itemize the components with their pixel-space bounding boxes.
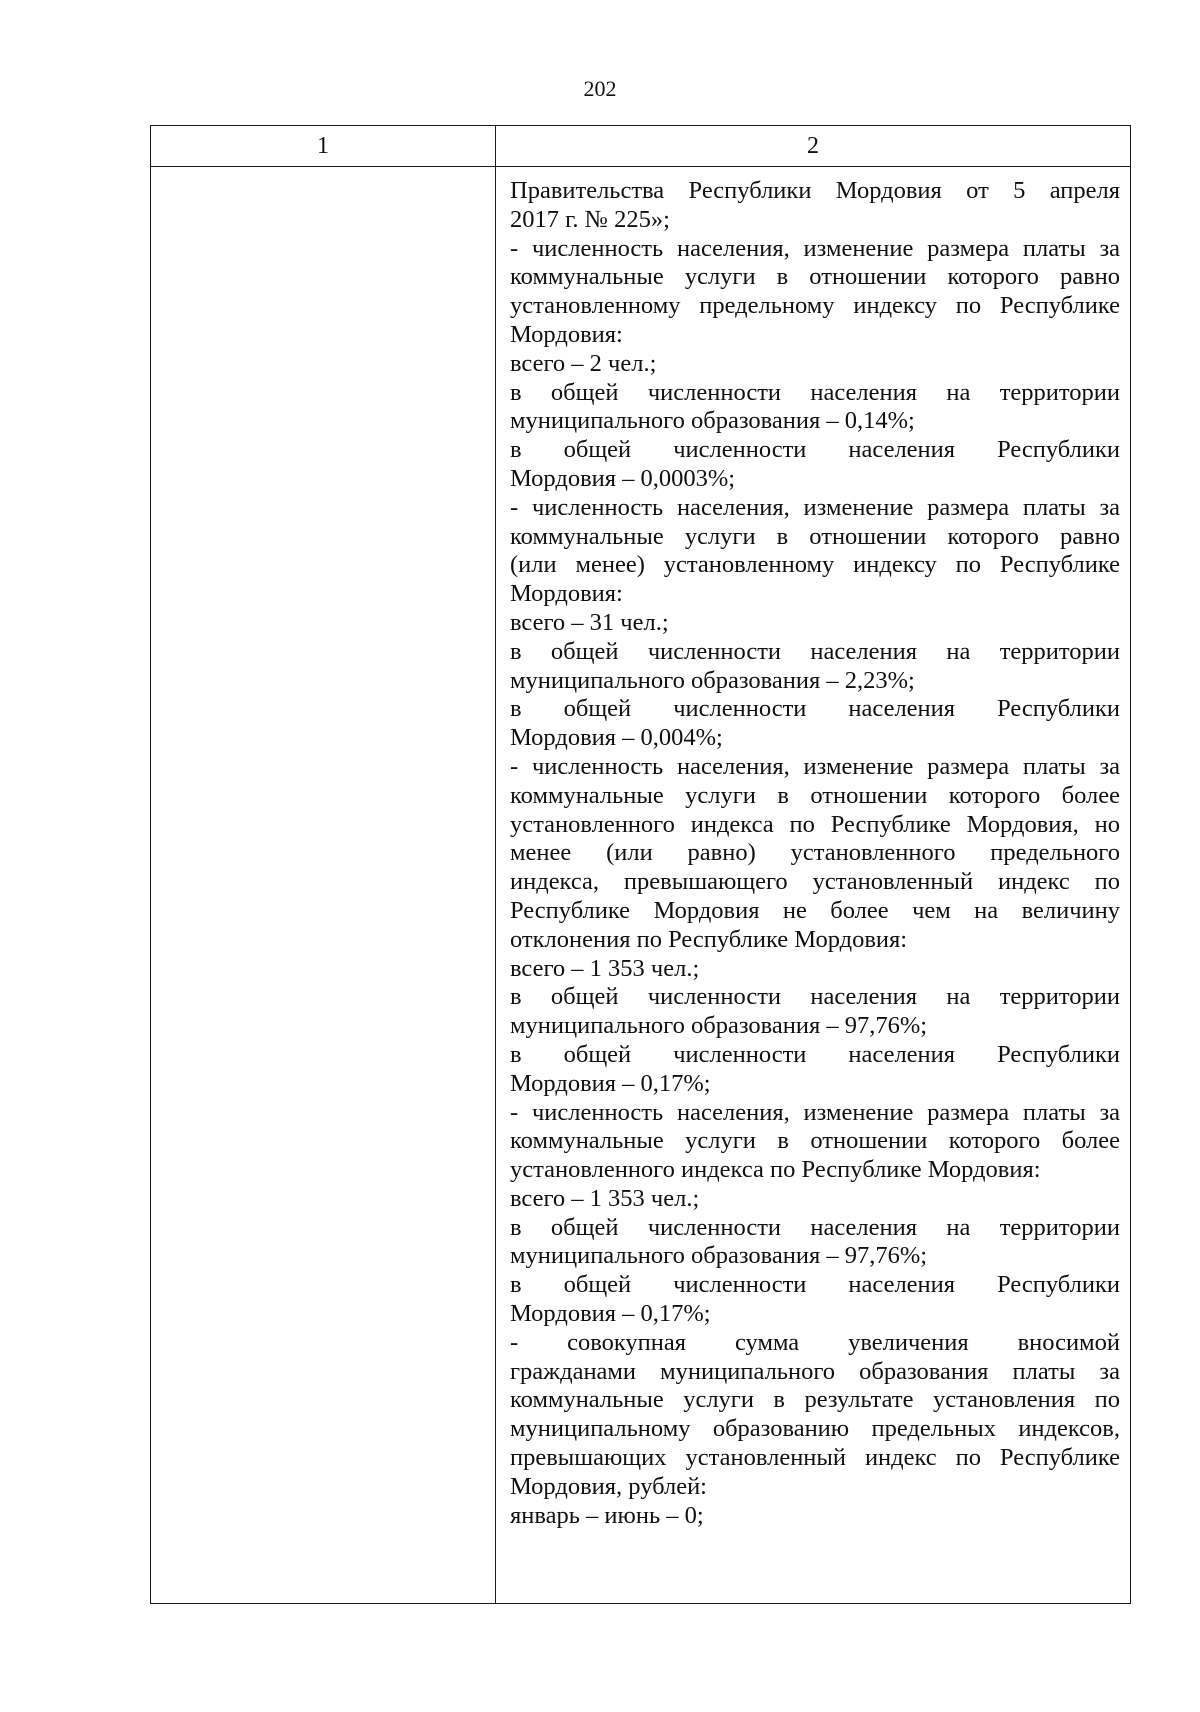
text-line: муниципального образования – 2,23%;	[510, 666, 915, 694]
data-table	[150, 125, 1131, 1604]
text-line: (или менее) установленному индексу по Республике	[510, 551, 1120, 579]
text-line: Мордовия:	[510, 580, 623, 608]
text-line: в общей численности населения на территории	[510, 378, 1120, 406]
text-line: всего – 1 353 чел.;	[510, 954, 700, 982]
text-line: Мордовия, рублей:	[510, 1472, 707, 1500]
text-line: Мордовия:	[510, 320, 623, 348]
column-header-2: 2	[496, 126, 1131, 167]
text-line: в общей численности населения Республики	[510, 1040, 1120, 1068]
column-1-cell	[151, 167, 496, 1604]
text-line: муниципального образования – 0,14%;	[510, 407, 915, 435]
text-line: Республике Мордовия не более чем на величину	[510, 896, 1120, 924]
text-line: отклонения по Республике Мордовия:	[510, 925, 908, 953]
text-line: всего – 1 353 чел.;	[510, 1184, 700, 1212]
text-line: коммунальные услуги в отношении которого более	[510, 781, 1120, 809]
table-body-row	[151, 167, 1131, 1604]
text-line: Правительства Республики Мордовия от 5 апреля	[510, 177, 1120, 204]
text-line: коммунальные услуги в отношении которого более	[510, 1127, 1120, 1155]
text-line: январь – июнь – 0;	[510, 1501, 704, 1529]
text-line: в общей численности населения на территории	[510, 637, 1120, 665]
text-line: коммунальные услуги в отношении которого равно	[510, 263, 1120, 291]
text-line: в общей численности населения Республики	[510, 436, 1120, 464]
text-line: коммунальные услуги в результате установления по	[510, 1386, 1120, 1414]
text-line: 2017 г. № 225»;	[510, 205, 670, 233]
column-2-cell	[496, 167, 1131, 1604]
text-line: в общей численности населения на территории	[510, 1213, 1120, 1241]
text-line: установленному предельному индексу по Республике	[510, 292, 1120, 320]
text-line: в общей численности населения Республики	[510, 695, 1120, 723]
text-line: всего – 31 чел.;	[510, 608, 669, 636]
text-line: - совокупная сумма увеличения вносимой	[510, 1328, 1120, 1356]
text-line: муниципального образования – 97,76%;	[510, 1012, 928, 1040]
text-line: в общей численности населения Республики	[510, 1271, 1120, 1299]
text-line: в общей численности населения на территории	[510, 983, 1120, 1011]
text-line: - численность населения, изменение размера платы за	[510, 1098, 1120, 1126]
text-line: коммунальные услуги в отношении которого равно	[510, 522, 1120, 550]
text-line: всего – 2 чел.;	[510, 349, 657, 377]
text-line: муниципального образования – 97,76%;	[510, 1242, 928, 1270]
text-line: установленного индекса по Республике Мордовия, но	[510, 810, 1120, 838]
text-line: - численность населения, изменение размера платы за	[510, 234, 1120, 262]
column-2-text	[496, 167, 1130, 1530]
text-line: индекса, превышающего установленный индекс по	[510, 868, 1120, 896]
text-line: превышающих установленный индекс по Республике	[510, 1444, 1120, 1472]
text-line: - численность населения, изменение размера платы за	[510, 493, 1120, 521]
table-header-row	[151, 126, 1131, 167]
text-line: Мордовия – 0,17%;	[510, 1069, 711, 1097]
text-line: менее (или равно) установленного предельного	[510, 839, 1120, 867]
text-line: - численность населения, изменение размера платы за	[510, 752, 1120, 780]
text-line: гражданами муниципального образования платы за	[510, 1357, 1120, 1385]
text-line: установленного индекса по Республике Мордовия:	[510, 1156, 1041, 1184]
text-line: Мордовия – 0,0003%;	[510, 464, 736, 492]
text-line: Мордовия – 0,004%;	[510, 724, 723, 752]
text-line: Мордовия – 0,17%;	[510, 1300, 711, 1328]
page-number: 202	[583, 76, 617, 101]
text-line: муниципальному образованию предельных индексов,	[510, 1415, 1120, 1443]
column-header-1: 1	[151, 126, 496, 167]
